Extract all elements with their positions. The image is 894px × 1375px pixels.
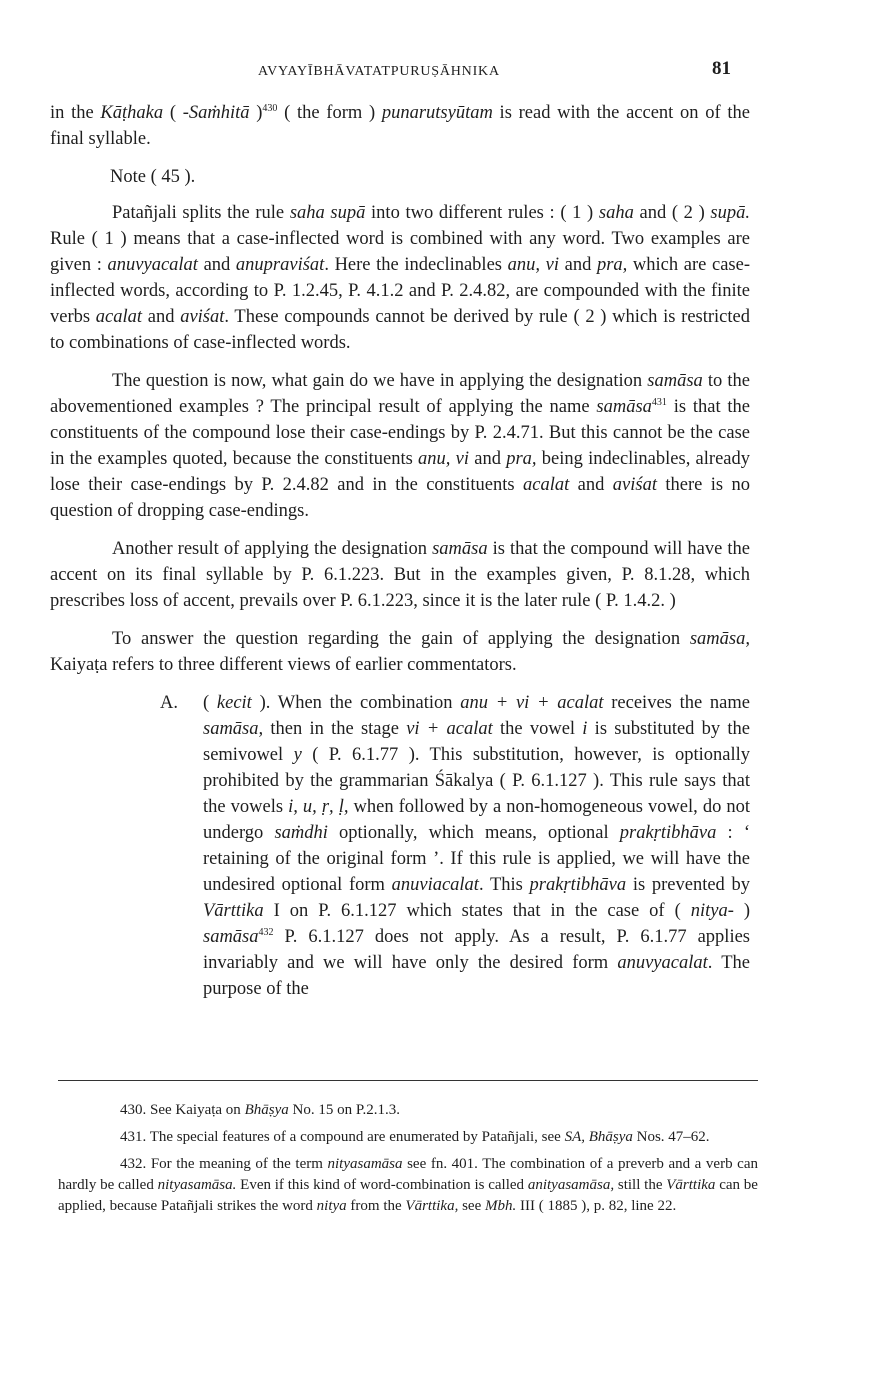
footnote-ref-431[interactable]: 431 — [651, 397, 667, 408]
entry-label: A. — [160, 693, 178, 713]
paragraph-accent: Another result of applying the designation samāsa is that the compound will have the accent on its final syllable by P. 6.1.223. But in the examples given, P. 8.1.28, which prescribes loss of accent, prevails over P. 6.1.223, since it is the later rule ( P. 1.4.2. ) — [50, 539, 750, 611]
footnote-divider — [58, 1080, 758, 1081]
note-heading: Note ( 45 ). — [110, 167, 196, 187]
footnote-431: 431. The special features of a compound are enumerated by Patañjali, see SA, Bhāṣya Nos. 47–62. — [120, 1129, 710, 1145]
footnote-ref-432[interactable]: 432 — [258, 927, 274, 938]
footnote-432: 432. For the meaning of the term nityasamāsa see fn. 401. The combination of a preverb and a verb can hardly be called nityasamāsa. Even if this kind of word-combination is called anityasamāsa, still the Vārttika can be applied, because Patañjali strikes the word nitya from the Vārttika, see Mbh. III ( 1885 ), p. 82, line 22. — [58, 1156, 758, 1214]
footnote-ref-430[interactable]: 430 — [262, 103, 278, 114]
footnotes — [58, 1100, 758, 1223]
page-number: 81 — [712, 58, 731, 79]
paragraph-question: The question is now, what gain do we have in applying the designation samāsa to the abovementioned examples ? The principal result of applying the name samāsa$^{431}$ is that the constituents of the compound lose their case-endings by P. 2.4.71. But this cannot be the case in the examples quoted, because the constituents anu, vi and pra, being indeclinables, already lose their case-endings by P. 2.4.82 and in the constituents acalat and aviśat there is no question of dropping case-endings. — [50, 371, 750, 521]
page-header — [0, 58, 894, 88]
paragraph-views: To answer the question regarding the gain of applying the designation samāsa, Kaiyaṭa refers to three different views of earlier commentators. — [50, 629, 750, 675]
footnote-430: 430. See Kaiyaṭa on Bhāṣya No. 15 on P.2.1.3. — [120, 1102, 400, 1118]
paragraph-rule-split: Patañjali splits the rule saha supā into two different rules : ( 1 ) saha and ( 2 ) supā. Rule ( 1 ) means that a case-inflected word is combined with any word. Two examples are given : anuvyacalat and anupraviśat. Here the indeclinables anu, vi and pra, which are case-inflected words, according to P. 1.2.45, P. 4.1.2 and P. 2.4.82, are compounded with the finite verbs acalat and aviśat. These compounds cannot be derived by rule ( 2 ) which is restricted to combinations of case-inflected words. — [50, 203, 750, 353]
main-text — [50, 100, 750, 1014]
running-head: AVYAYĪBHĀVATATPURUṢĀHNIKA — [258, 64, 500, 79]
paragraph-continuation: in the Kāṭhaka ( -Saṁhitā )$^{430}$ ( the form ) punarutsyūtam is read with the accent on of the final syllable. — [50, 103, 750, 149]
view-entry-a: A. ( kecit ). When the combination anu + vi + acalat receives the name samāsa, then in the stage vi + acalat the vowel i is substituted by the semivowel y ( P. 6.1.77 ). This substitution, however, is optionally prohibited by the grammarian Śākalya ( P. 6.1.127 ). This rule says that the vowels i, u, ṛ, ḷ, when followed by a non-homogeneous vowel, do not undergo saṁdhi optionally, which means, optional prakṛtibhāva : ‘ retaining of the original form ’. If this rule is applied, we will have the undesired optional form anuviacalat. This prakṛtibhāva is prevented by Vārttika I on P. 6.1.127 which states that in the case of ( nitya- ) samāsa$^{432}$ P. 6.1.127 does not apply. As a result, P. 6.1.77 applies invariably and we will have only the desired form anuvyacalat. The purpose of the — [50, 690, 750, 1002]
